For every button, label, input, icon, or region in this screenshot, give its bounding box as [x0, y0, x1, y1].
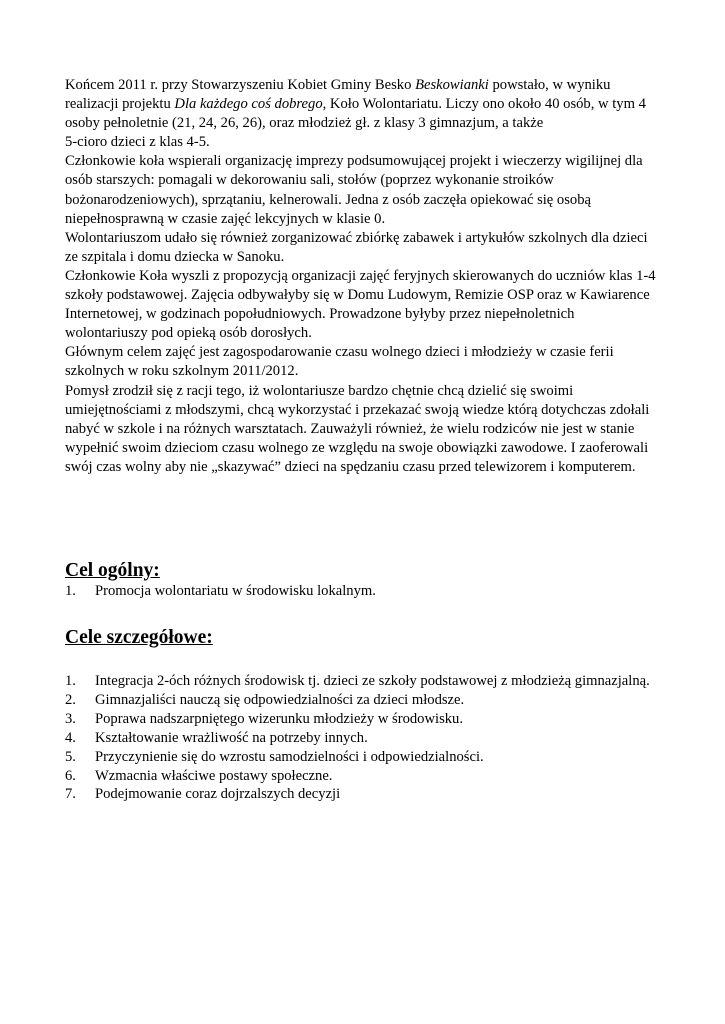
text-line: ze szpitala i domu dziecka w Sanoku.: [65, 248, 285, 265]
text-line: nabyć w szkole i na różnych warsztatach. Zauważyli również, że wielu rodziców nie jest w stanie: [65, 420, 635, 437]
text-line: swój czas wolny aby nie „skazywać” dzieci na spędzaniu czasu przed telewizorem i komputerem.: [65, 458, 636, 475]
text-line: niepełnosprawną w czasie zajęć lekcyjnych w klasie 0.: [65, 210, 386, 227]
text-line: bożonarodzeniowych), sprzątaniu, kelnerowali. Jedna z osób zaczęła opiekować się osobą: [65, 191, 591, 208]
list-text: Gimnazjaliści nauczą się odpowiedzialności za dzieci młodsze.: [95, 691, 465, 708]
list-item: [65, 767, 705, 786]
list-text: Integracja 2-óch różnych środowisk tj. dzieci ze szkoły podstawowej z młodzieżą gimnazjalną.: [95, 673, 650, 689]
list-item: [65, 748, 705, 767]
list-text: Podejmowanie coraz dojrzalszych decyzji: [95, 786, 341, 803]
list-number: 5.: [65, 748, 76, 765]
list-number: 7.: [65, 786, 76, 803]
list-item: [65, 785, 705, 804]
general-goal-list: [65, 582, 705, 601]
list-item: [65, 691, 705, 710]
list-text: Wzmacnia właściwe postawy społeczne.: [95, 767, 333, 784]
list-number: 1.: [65, 673, 76, 689]
list-text: Poprawa nadszarpniętego wizerunku młodzieży w środowisku.: [95, 710, 463, 727]
specific-goals-list: [65, 672, 705, 804]
list-item: [65, 582, 705, 601]
list-number: 4.: [65, 729, 76, 746]
list-item: [65, 710, 705, 729]
project-name: Dla każdego coś dobrego: [174, 96, 323, 113]
list-text: Przyczynienie się do wzrostu samodzielności i odpowiedzialności.: [95, 748, 484, 765]
text-line: wypełnić swoim dzieciom czasu wolnego ze względu na swoje obowiązki zawodowe. I zaoferowali: [65, 439, 649, 456]
list-number: 2.: [65, 691, 76, 708]
list-item: [65, 672, 705, 691]
text-line: wolontariuszy pod opieką osób dorosłych.: [65, 325, 312, 342]
list-text: Promocja wolontariatu w środowisku lokalnym.: [95, 583, 376, 599]
text-line: Internetowej, w godzinach popołudniowych. Prowadzone byłyby przez niepełnoletnich: [65, 306, 575, 323]
text-line: 5-cioro dzieci z klas 4-5.: [65, 134, 210, 151]
intro-paragraphs: [65, 76, 695, 477]
list-item: [65, 729, 705, 748]
text-line: osób starszych: pomagali w dekorowaniu sali, stołów (poprzez wykonanie stroików: [65, 172, 554, 189]
list-number: 1.: [65, 583, 76, 599]
text-line: osoby pełnoletnie (21, 24, 26, 26), oraz młodzież gł. z klasy 3 gimnazjum, a także: [65, 115, 544, 132]
text-line: Pomysł zrodził się z racji tego, iż wolontariusze bardzo chętnie chcą dzielić się swoimi: [65, 382, 574, 399]
specific-goals-heading: Cele szczegółowe:: [65, 627, 213, 648]
text-line: Członkowie Koła wyszli z propozycją organizacji zajęć feryjnych skierowanych do uczniów klas 1-4: [65, 267, 656, 284]
general-goal-heading: Cel ogólny:: [65, 560, 160, 581]
text-line: szkolnych w roku szkolnym 2011/2012.: [65, 363, 299, 380]
list-number: 6.: [65, 767, 76, 784]
text-line: realizacji projektu Dla każdego coś dobrego, Koło Wolontariatu. Liczy ono około 40 osób, w tym 4: [65, 96, 646, 113]
text-line: umiejętnościami z młodszymi, chcą wykorzystać i przekazać swoją wiedze którą dotychczas zdołali: [65, 401, 650, 418]
text-line: szkoły podstawowej. Zajęcia odbywałyby się w Domu Ludowym, Remizie OSP oraz w Kawiarence: [65, 287, 650, 304]
text-line: Członkowie koła wspierali organizację imprezy podsumowującej projekt i wieczerzy wigilijnej dla: [65, 153, 643, 170]
text-line: Wolontariuszom udało się również zorganizować zbiórkę zabawek i artykułów szkolnych dla dzieci: [65, 229, 648, 246]
list-number: 3.: [65, 710, 76, 727]
list-text: Kształtowanie wrażliwość na potrzeby innych.: [95, 729, 368, 746]
text-line: Głównym celem zajęć jest zagospodarowanie czasu wolnego dzieci i młodzieży w czasie ferii: [65, 344, 614, 361]
organization-name: Beskowianki: [415, 77, 489, 93]
text-line: Końcem 2011 r. przy Stowarzyszeniu Kobiet Gminy Besko Beskowianki powstało, w wyniku: [65, 77, 611, 93]
